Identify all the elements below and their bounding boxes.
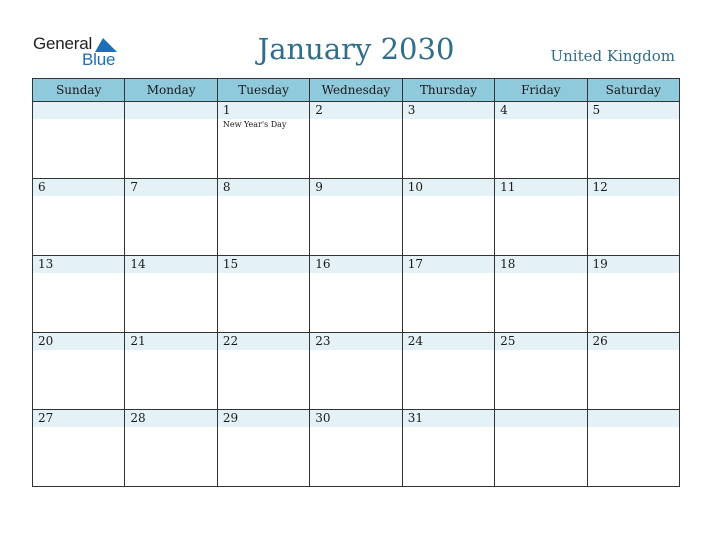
weekday-header: Friday	[495, 79, 587, 102]
week-row	[33, 410, 680, 487]
logo-general-text: General	[33, 34, 93, 53]
day-number: 3	[403, 102, 494, 119]
weekday-header: Wednesday	[310, 79, 402, 102]
day-cell	[587, 256, 679, 333]
day-cell	[125, 102, 217, 179]
day-cell	[495, 179, 587, 256]
week-row	[33, 179, 680, 256]
day-number: 31	[403, 410, 494, 427]
day-number: 8	[218, 179, 309, 196]
day-cell	[310, 333, 402, 410]
day-number: 14	[125, 256, 216, 273]
day-number	[495, 410, 586, 427]
day-cell	[495, 333, 587, 410]
day-cell	[310, 256, 402, 333]
day-cell	[495, 410, 587, 487]
week-row	[33, 256, 680, 333]
weekday-header: Saturday	[587, 79, 679, 102]
week-row	[33, 102, 680, 179]
day-number: 1	[218, 102, 309, 119]
day-number: 19	[588, 256, 679, 273]
day-cell	[310, 410, 402, 487]
day-cell	[125, 333, 217, 410]
day-cell	[125, 410, 217, 487]
day-cell	[587, 410, 679, 487]
day-number: 23	[310, 333, 401, 350]
day-cell	[217, 179, 309, 256]
day-number: 30	[310, 410, 401, 427]
day-number: 25	[495, 333, 586, 350]
holiday-label: New Year's Day	[222, 120, 287, 129]
day-cell	[310, 102, 402, 179]
day-cell	[217, 333, 309, 410]
day-number: 5	[588, 102, 679, 119]
day-cell	[495, 102, 587, 179]
day-number: 2	[310, 102, 401, 119]
day-number: 9	[310, 179, 401, 196]
day-cell	[33, 256, 125, 333]
day-number: 29	[218, 410, 309, 427]
day-cell	[310, 179, 402, 256]
day-number: 11	[495, 179, 586, 196]
day-number: 16	[310, 256, 401, 273]
day-number: 21	[125, 333, 216, 350]
day-number	[125, 102, 216, 119]
day-cell	[33, 179, 125, 256]
day-number	[588, 410, 679, 427]
country-label: United Kingdom	[550, 47, 675, 65]
day-cell	[217, 102, 309, 179]
weekday-header: Monday	[125, 79, 217, 102]
calendar-grid	[32, 78, 680, 487]
day-cell	[495, 256, 587, 333]
logo-blue-text: Blue	[82, 50, 116, 69]
day-cell	[125, 179, 217, 256]
weekday-header-row	[33, 79, 680, 102]
day-cell	[587, 102, 679, 179]
day-number: 18	[495, 256, 586, 273]
day-number: 6	[33, 179, 124, 196]
day-number: 13	[33, 256, 124, 273]
weekday-header: Thursday	[402, 79, 494, 102]
day-cell	[402, 410, 494, 487]
day-number: 12	[588, 179, 679, 196]
day-cell	[217, 410, 309, 487]
week-row	[33, 333, 680, 410]
day-cell	[33, 102, 125, 179]
day-cell	[402, 102, 494, 179]
weekday-header: Sunday	[33, 79, 125, 102]
day-cell	[125, 256, 217, 333]
weekday-header: Tuesday	[217, 79, 309, 102]
day-number: 7	[125, 179, 216, 196]
page-title: January 2030	[257, 32, 455, 66]
day-cell	[402, 256, 494, 333]
day-number: 22	[218, 333, 309, 350]
day-number: 4	[495, 102, 586, 119]
day-number	[33, 102, 124, 119]
day-cell	[587, 333, 679, 410]
day-number: 27	[33, 410, 124, 427]
day-cell	[402, 333, 494, 410]
day-number: 10	[403, 179, 494, 196]
day-cell	[33, 333, 125, 410]
day-cell	[217, 256, 309, 333]
day-number: 17	[403, 256, 494, 273]
day-cell	[587, 179, 679, 256]
day-number: 15	[218, 256, 309, 273]
day-cell	[402, 179, 494, 256]
day-number: 26	[588, 333, 679, 350]
day-number: 24	[403, 333, 494, 350]
day-number: 28	[125, 410, 216, 427]
day-cell	[33, 410, 125, 487]
day-number: 20	[33, 333, 124, 350]
